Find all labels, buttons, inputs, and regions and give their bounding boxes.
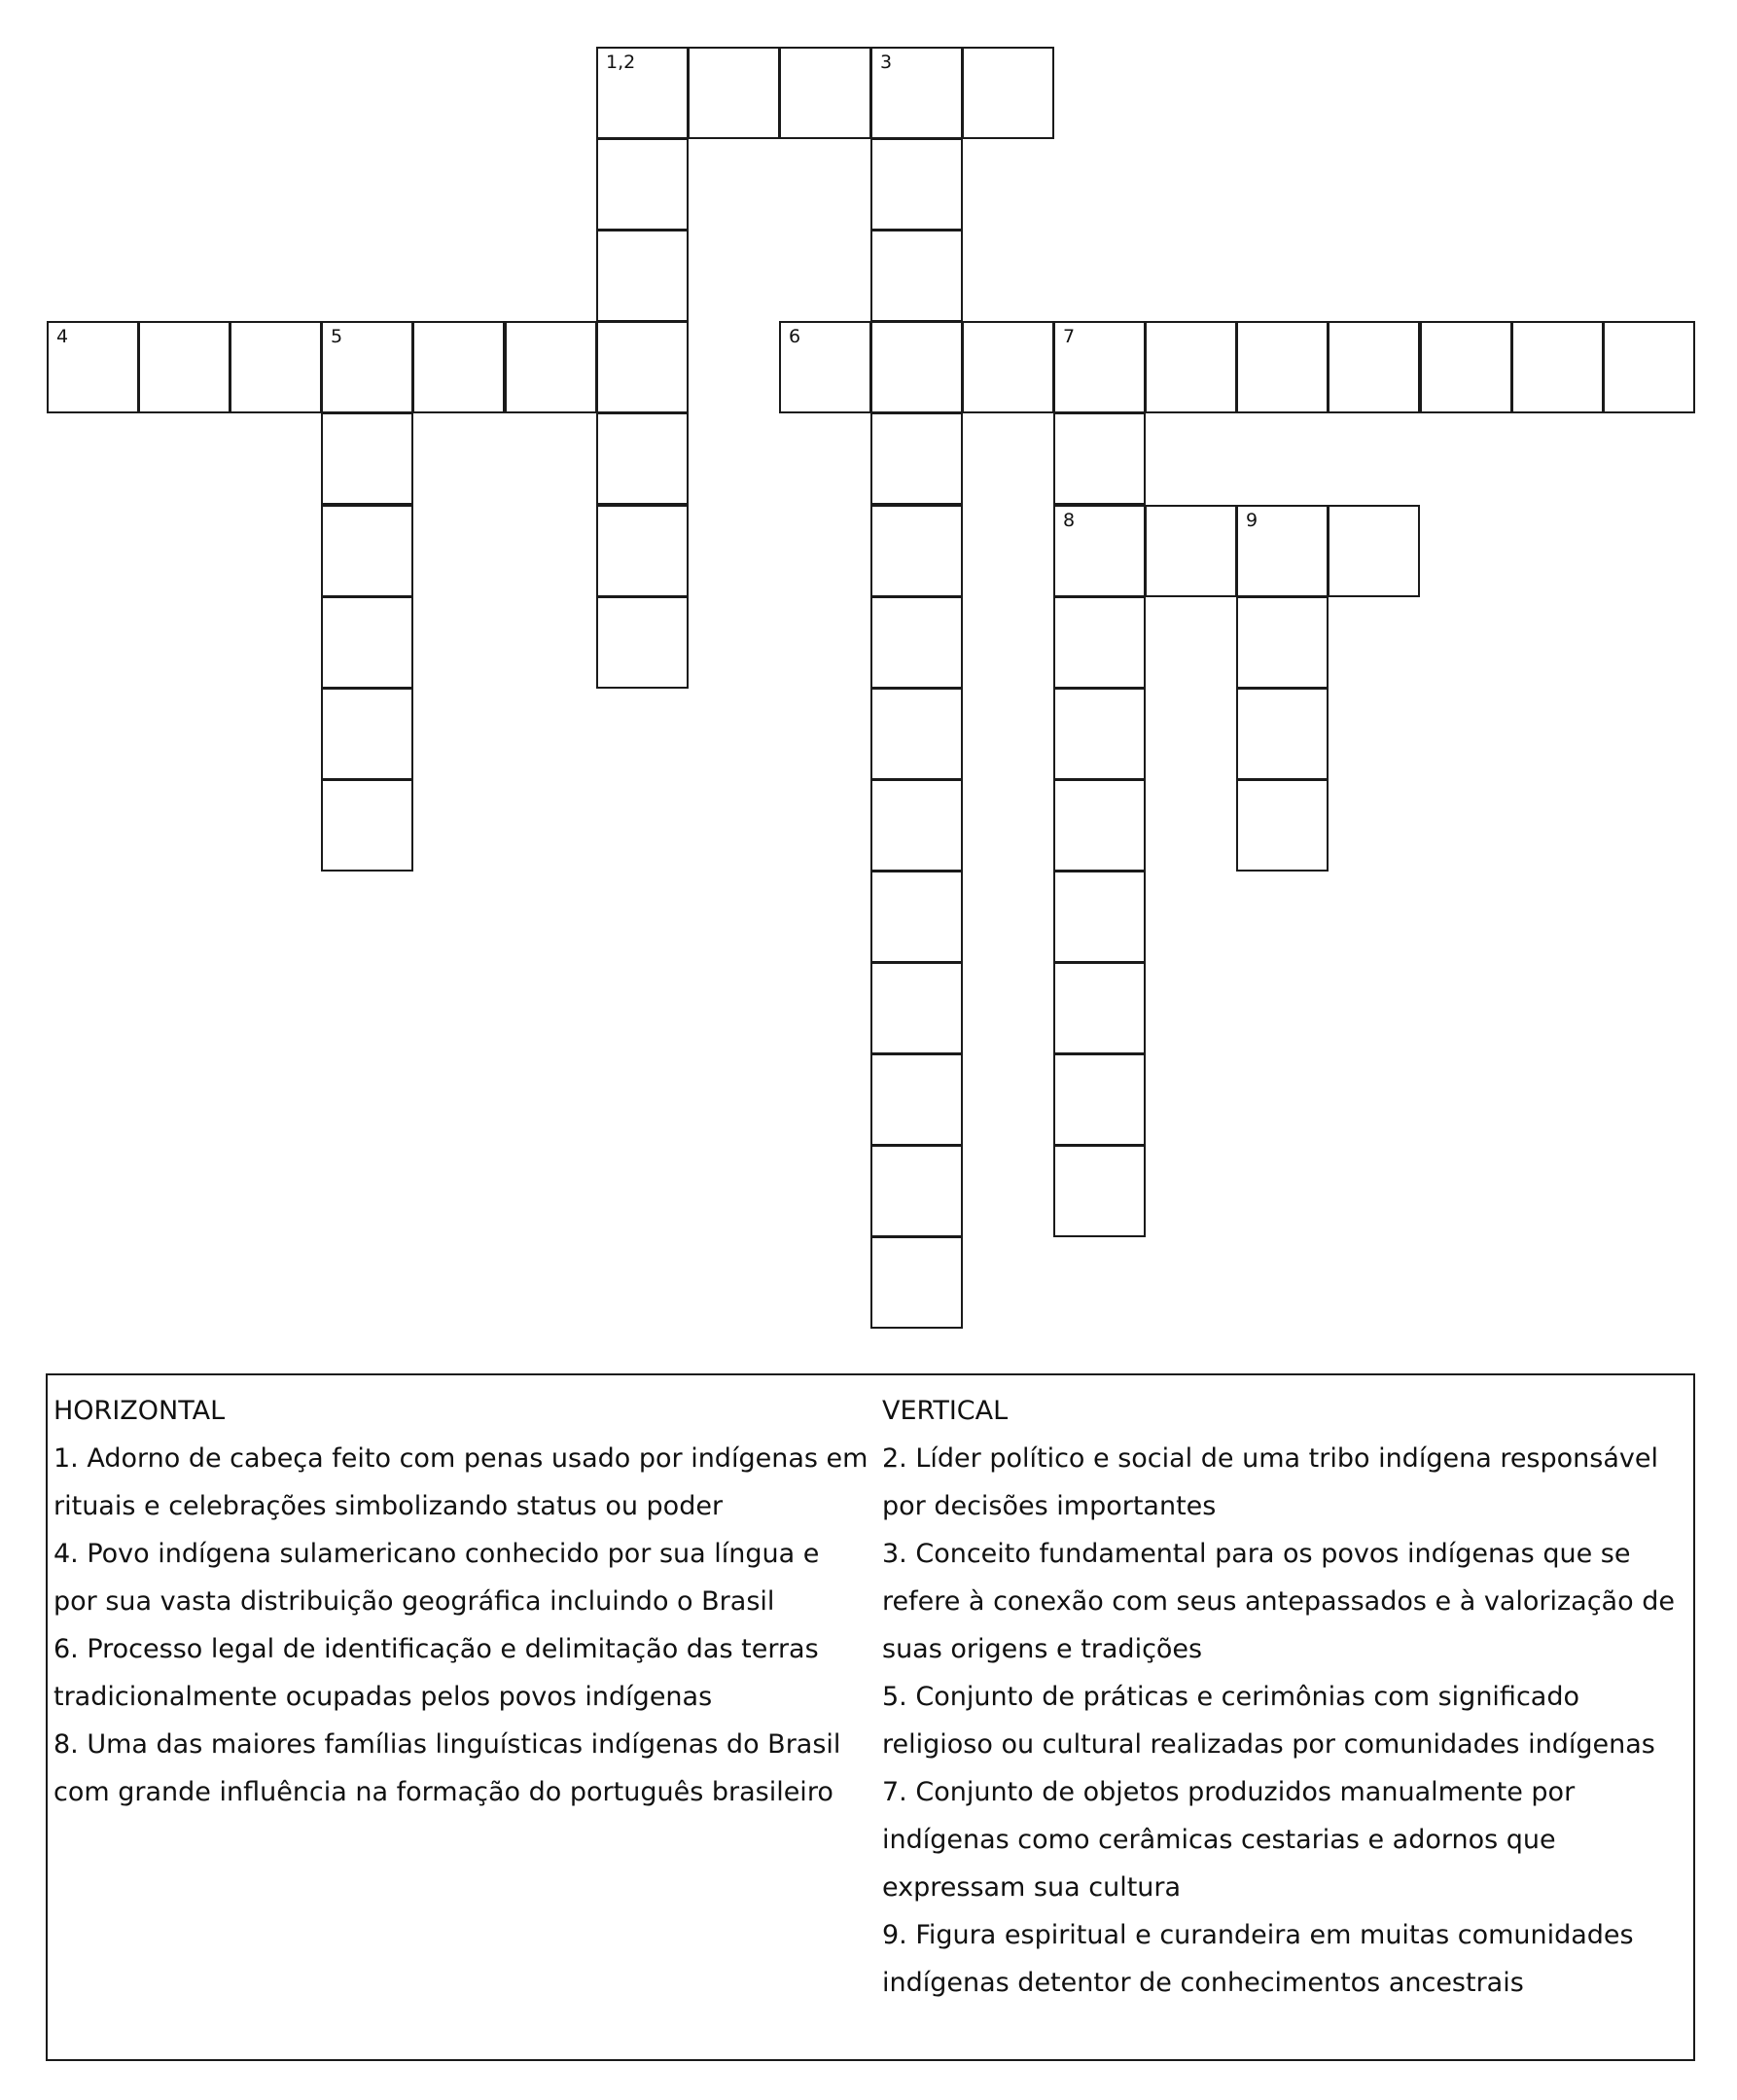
- crossword-cell-start[interactable]: [870, 47, 963, 139]
- crossword-cell[interactable]: [1328, 321, 1420, 413]
- clue-number: 6: [789, 326, 801, 347]
- crossword-cell[interactable]: [870, 505, 963, 597]
- clue-number: 8: [1063, 510, 1076, 531]
- crossword-cell[interactable]: [1053, 688, 1146, 780]
- crossword-cell[interactable]: [1053, 596, 1146, 689]
- crossword-cell[interactable]: [962, 47, 1054, 139]
- crossword-cell[interactable]: [1053, 962, 1146, 1054]
- clue-horizontal-1: 1. Adorno de cabeça feito com penas usado por indígenas em rituais e celebrações simbolizando status ou poder: [53, 1443, 868, 1521]
- crossword-cell[interactable]: [870, 962, 963, 1054]
- crossword-cell[interactable]: [596, 412, 689, 505]
- clue-horizontal-4: 4. Povo indígena sulamericano conhecido por sua língua e por sua vasta distribuição geográfica incluindo o Brasil: [53, 1539, 820, 1617]
- crossword-cell[interactable]: [321, 688, 413, 780]
- crossword-cell[interactable]: [688, 47, 780, 139]
- clue-vertical-3: 3. Conceito fundamental para os povos indígenas que se refere à conexão com seus antepassados e à valorização de suas origens e tradições: [882, 1539, 1675, 1664]
- crossword-cell[interactable]: [1236, 688, 1329, 780]
- crossword-cell-start[interactable]: [1053, 321, 1146, 413]
- crossword-cell[interactable]: [596, 596, 689, 689]
- clue-number: 5: [331, 326, 343, 347]
- crossword-cell[interactable]: [1236, 596, 1329, 689]
- clue-number: 3: [880, 52, 893, 73]
- crossword-cell[interactable]: [230, 321, 322, 413]
- clue-horizontal-6: 6. Processo legal de identificação e delimitação das terras tradicionalmente ocupadas pelos povos indígenas: [53, 1634, 819, 1712]
- crossword-cell[interactable]: [870, 779, 963, 872]
- crossword-cell[interactable]: [138, 321, 230, 413]
- crossword-cell[interactable]: [596, 505, 689, 597]
- clue-number: 4: [56, 326, 69, 347]
- clue-number: 9: [1246, 510, 1258, 531]
- crossword-cell-start[interactable]: [321, 321, 413, 413]
- crossword-cell[interactable]: [1053, 1145, 1146, 1237]
- horizontal-heading: HORIZONTAL: [53, 1396, 226, 1426]
- crossword-cell[interactable]: [870, 230, 963, 322]
- crossword-cell-start[interactable]: [596, 47, 689, 139]
- crossword-cell[interactable]: [870, 138, 963, 231]
- clues-panel: [46, 1373, 1695, 2061]
- clue-vertical-2: 2. Líder político e social de uma tribo indígena responsável por decisões importantes: [882, 1443, 1658, 1521]
- crossword-cell[interactable]: [1053, 412, 1146, 505]
- clue-number: 1,2: [606, 52, 636, 73]
- crossword-cell[interactable]: [321, 779, 413, 872]
- crossword-cell[interactable]: [1603, 321, 1695, 413]
- crossword-cell[interactable]: [870, 1145, 963, 1237]
- clue-vertical-7: 7. Conjunto de objetos produzidos manualmente por indígenas como cerâmicas cestarias e adornos que expressam sua cultura: [882, 1777, 1576, 1903]
- crossword-cell[interactable]: [1053, 1053, 1146, 1146]
- clue-vertical-5: 5. Conjunto de práticas e cerimônias com significado religioso ou cultural realizadas por comunidades indígenas: [882, 1682, 1655, 1760]
- crossword-cell-start[interactable]: [1236, 505, 1329, 597]
- crossword-cell[interactable]: [870, 688, 963, 780]
- crossword-cell[interactable]: [321, 412, 413, 505]
- crossword-cell-start[interactable]: [47, 321, 139, 413]
- crossword-cell[interactable]: [596, 230, 689, 322]
- crossword-cell[interactable]: [1053, 779, 1146, 872]
- crossword-cell[interactable]: [412, 321, 505, 413]
- crossword-cell[interactable]: [321, 505, 413, 597]
- crossword-cell[interactable]: [1145, 321, 1237, 413]
- crossword-cell-start[interactable]: [1053, 505, 1146, 597]
- crossword-cell[interactable]: [596, 321, 689, 413]
- crossword-cell[interactable]: [870, 871, 963, 963]
- crossword-cell[interactable]: [1328, 505, 1420, 597]
- horizontal-clues: [53, 1387, 870, 1816]
- crossword-cell[interactable]: [779, 47, 871, 139]
- crossword-cell[interactable]: [870, 1236, 963, 1329]
- crossword-cell-start[interactable]: [779, 321, 871, 413]
- crossword-cell[interactable]: [1145, 505, 1237, 597]
- crossword-cell[interactable]: [596, 138, 689, 231]
- crossword-cell[interactable]: [1511, 321, 1604, 413]
- clue-number: 7: [1063, 326, 1076, 347]
- crossword-cell[interactable]: [321, 596, 413, 689]
- crossword-cell[interactable]: [870, 1053, 963, 1146]
- crossword-cell[interactable]: [870, 596, 963, 689]
- crossword-cell[interactable]: [505, 321, 597, 413]
- crossword-cell[interactable]: [1236, 321, 1329, 413]
- crossword-cell[interactable]: [870, 321, 963, 413]
- crossword-cell[interactable]: [1236, 779, 1329, 872]
- crossword-cell[interactable]: [1053, 871, 1146, 963]
- crossword-cell[interactable]: [962, 321, 1054, 413]
- clue-horizontal-8: 8. Uma das maiores famílias linguísticas indígenas do Brasil com grande influência na formação do português brasileiro: [53, 1729, 841, 1807]
- vertical-heading: VERTICAL: [882, 1396, 1009, 1426]
- crossword-cell[interactable]: [870, 412, 963, 505]
- clue-vertical-9: 9. Figura espiritual e curandeira em muitas comunidades indígenas detentor de conhecimentos ancestrais: [882, 1920, 1634, 1998]
- crossword-cell[interactable]: [1420, 321, 1512, 413]
- vertical-clues: [882, 1387, 1693, 2007]
